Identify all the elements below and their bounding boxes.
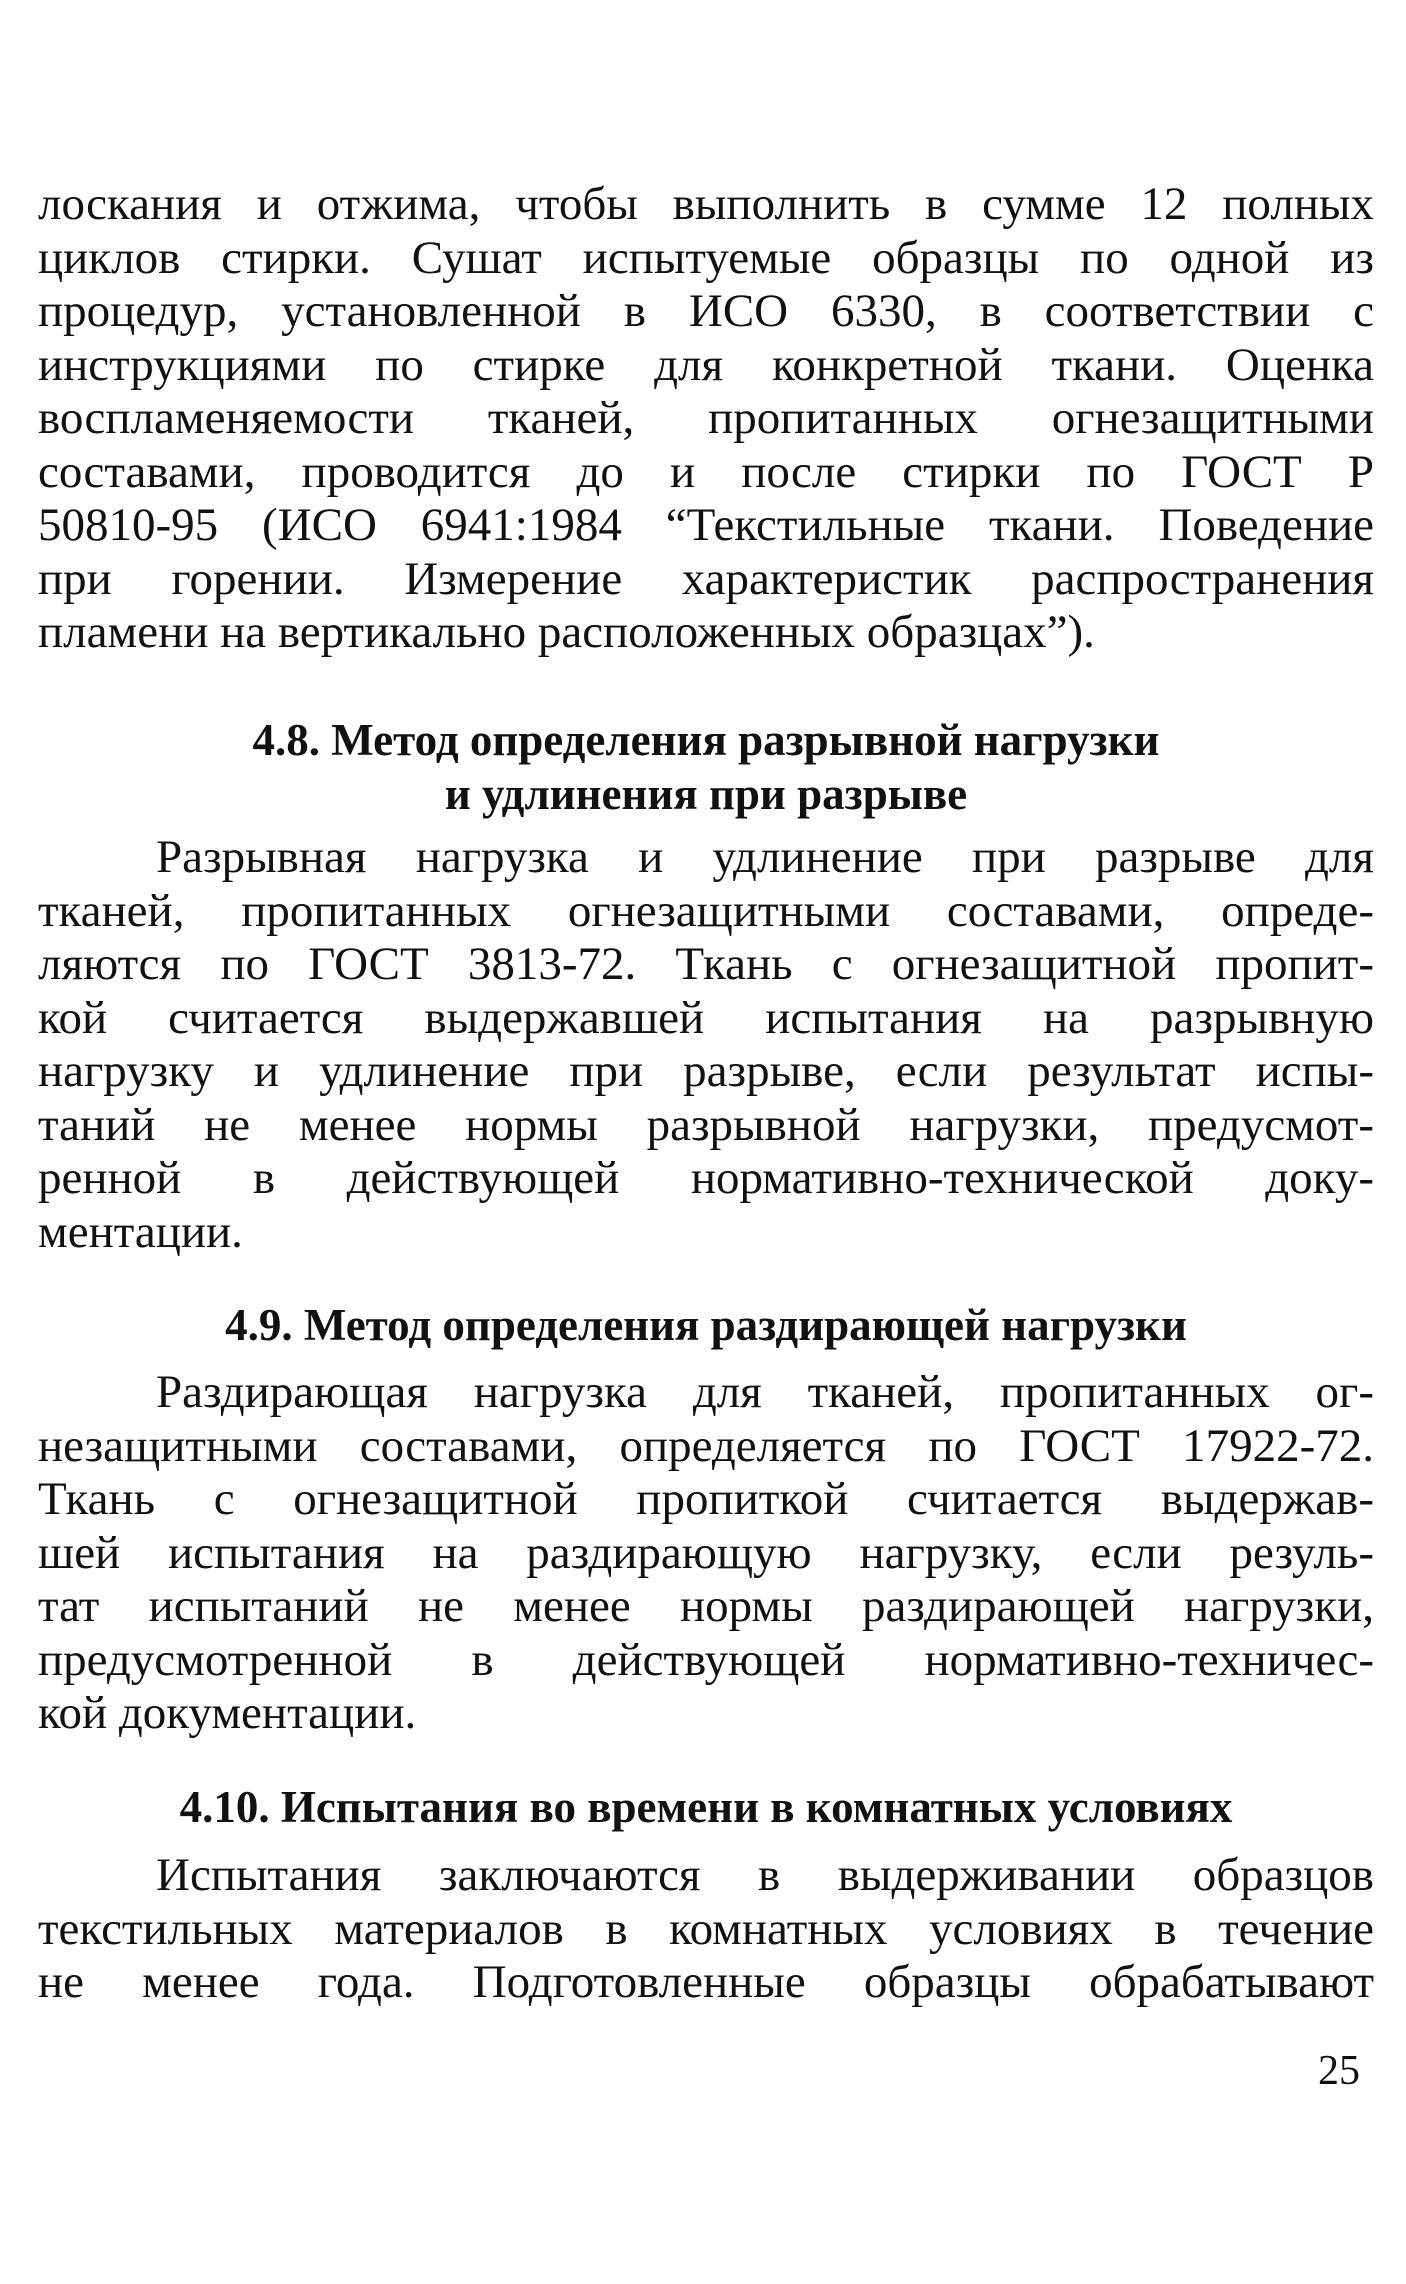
text-line: Разрывная нагрузка и удлинение при разрыве для — [156, 831, 1374, 883]
text-line: 50810-95 (ИСО 6941:1984 “Текстильные ткани. Поведение — [38, 499, 1374, 551]
text-line: предусмотренной в действующей нормативно-техничес- — [38, 1633, 1374, 1686]
text-line: процедур, установленной в ИСО 6330, в соответствии с — [38, 285, 1374, 337]
section-4-8-paragraph — [38, 831, 1374, 1259]
section-4-10-paragraph — [38, 1849, 1374, 2010]
section-4-9-paragraph — [38, 1366, 1374, 1741]
text-line: инструкциями по стирке для конкретной ткани. Оценка — [38, 338, 1374, 391]
continuation-paragraph — [38, 178, 1374, 660]
text-line: составами, проводится до и после стирки по ГОСТ Р — [38, 445, 1374, 498]
text-line: текстильных материалов в комнатных условиях в течение — [38, 1902, 1374, 1955]
text-line: таний не менее нормы разрывной нагрузки, предусмот- — [38, 1098, 1374, 1151]
text-line: кой считается выдержавшей испытания на разрывную — [38, 991, 1374, 1044]
text-line: шей испытания на раздирающую нагрузку, если резуль- — [38, 1526, 1374, 1579]
text-line: нагрузку и удлинение при разрыве, если результат испы- — [38, 1045, 1374, 1097]
text-line: Раздирающая нагрузка для тканей, пропитанных ог- — [156, 1366, 1374, 1418]
section-4-9-heading: 4.9. Метод определения раздирающей нагрузки — [225, 1300, 1187, 1350]
text-line: тканей, пропитанных огнезащитными составами, опреде- — [38, 884, 1374, 937]
section-4-10-heading: 4.10. Испытания во времени в комнатных условиях — [179, 1782, 1233, 1832]
section-4-8-heading — [38, 713, 1374, 821]
text-line: не менее года. Подготовленные образцы обрабатывают — [38, 1956, 1374, 2008]
text-line: Испытания заключаются в выдерживании образцов — [156, 1849, 1374, 1901]
text-line: при горении. Измерение характеристик распространения — [38, 552, 1374, 605]
text-line: тат испытаний не менее нормы раздирающей нагрузки, — [38, 1580, 1374, 1632]
text-line: незащитными составами, определяется по ГОСТ 17922-72. — [38, 1419, 1374, 1472]
text-line: ренной в действующей нормативно-технической доку- — [38, 1152, 1374, 1204]
heading-line: 4.8. Метод определения разрывной нагрузки — [252, 715, 1160, 765]
page-number: 25 — [1318, 2048, 1360, 2094]
text-line: ментации. — [38, 1205, 243, 1258]
text-line: воспламеняемости тканей, пропитанных огнезащитными — [38, 392, 1374, 444]
text-line: ляются по ГОСТ 3813-72. Ткань с огнезащитной пропит- — [38, 938, 1374, 990]
heading-line: и удлинения при разрыве — [444, 769, 968, 819]
text-line: циклов стирки. Сушат испытуемые образцы по одной из — [38, 231, 1374, 284]
text-line: кой документации. — [38, 1687, 417, 1739]
text-line: Ткань с огнезащитной пропиткой считается выдержав- — [38, 1473, 1374, 1525]
text-line: пламени на вертикально расположенных образцах”). — [38, 606, 1095, 658]
text-line: лоскания и отжима, чтобы выполнить в сумме 12 полных — [38, 178, 1374, 230]
